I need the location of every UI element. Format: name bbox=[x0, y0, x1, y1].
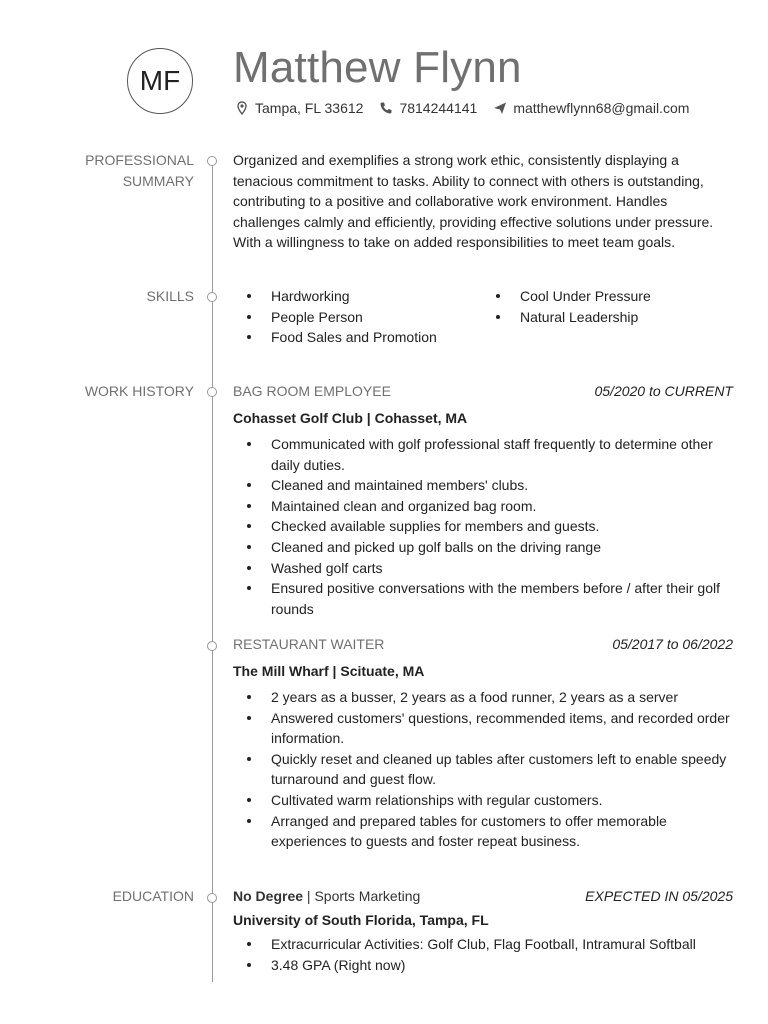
timeline-dot bbox=[207, 641, 217, 651]
job-employer: Cohasset Golf Club | Cohasset, MA bbox=[233, 410, 468, 426]
degree-name: No Degree bbox=[233, 888, 304, 904]
job-title: RESTAURANT WAITER bbox=[233, 636, 385, 652]
skill-item: Cool Under Pressure bbox=[482, 286, 732, 307]
phone-icon bbox=[379, 101, 393, 115]
education-dates: EXPECTED IN 05/2025 bbox=[585, 888, 733, 904]
section-label-education: EDUCATION bbox=[112, 888, 194, 904]
duty-item: Checked available supplies for members and guests. bbox=[233, 516, 733, 537]
summary-text: Organized and exemplifies a strong work ethic, consistently displaying a tenacious commitment to tasks. Ability to connect with others is outstanding, contributing to a positive and collaborative work environment. Handles challenges calmly and efficiently, providing effective solutions under pressure. With a willingness to take on added responsibilities to meet team goals. bbox=[233, 152, 714, 251]
timeline-dot bbox=[207, 156, 217, 166]
contact-line bbox=[235, 98, 705, 118]
job-employer: The Mill Wharf | Scituate, MA bbox=[233, 663, 425, 679]
job-dates: 05/2020 to CURRENT bbox=[594, 383, 733, 399]
skill-item: People Person bbox=[233, 307, 473, 328]
duty-item: Washed golf carts bbox=[233, 558, 733, 579]
education-item: 3.48 GPA (Right now) bbox=[233, 955, 733, 976]
timeline-dot bbox=[207, 893, 217, 903]
job-entry bbox=[233, 634, 733, 852]
section-label-summary bbox=[34, 150, 194, 192]
section-label-work: WORK HISTORY bbox=[84, 383, 194, 399]
timeline-dot bbox=[207, 292, 217, 302]
degree-field: Sports Marketing bbox=[314, 888, 421, 904]
duty-item: Arranged and prepared tables for customers to offer memorable experiences to guests and foster repeat business. bbox=[233, 811, 733, 852]
duty-item: Communicated with golf professional staff frequently to determine other daily duties. bbox=[233, 434, 733, 475]
job-title: BAG ROOM EMPLOYEE bbox=[233, 383, 391, 399]
summary-label-line1: PROFESSIONAL bbox=[85, 152, 194, 168]
duty-item: Ensured positive conversations with the members before / after their golf rounds bbox=[233, 578, 733, 619]
summary-label-line2: SUMMARY bbox=[122, 173, 194, 189]
timeline-dot bbox=[207, 387, 217, 397]
location-pin-icon bbox=[235, 101, 249, 115]
phone-text: 7814244141 bbox=[399, 100, 478, 116]
contact-phone bbox=[379, 98, 477, 118]
duty-item: Maintained clean and organized bag room. bbox=[233, 496, 733, 517]
job-duties bbox=[233, 687, 733, 852]
school-name: University of South Florida, Tampa, FL bbox=[233, 912, 489, 928]
skill-item: Hardworking bbox=[233, 286, 473, 307]
degree-separator: | bbox=[303, 888, 315, 904]
candidate-name: Matthew Flynn bbox=[233, 43, 522, 92]
email-text[interactable]: matthewflynn68@gmail.com bbox=[513, 100, 690, 116]
location-text: Tampa, FL 33612 bbox=[255, 100, 364, 116]
education-item: Extracurricular Activities: Golf Club, Flag Football, Intramural Softball bbox=[233, 934, 733, 955]
contact-location bbox=[235, 98, 363, 118]
education-entry bbox=[233, 886, 733, 975]
timeline-line bbox=[212, 162, 213, 982]
education-details bbox=[233, 934, 733, 975]
duty-item: Quickly reset and cleaned up tables after customers left to enable speedy turnaround and guest flow. bbox=[233, 749, 733, 790]
send-icon bbox=[493, 101, 507, 115]
duty-item: Cleaned and maintained members' clubs. bbox=[233, 475, 733, 496]
skills-column-2 bbox=[482, 286, 732, 327]
job-entry bbox=[233, 381, 733, 619]
monogram-circle bbox=[127, 48, 193, 114]
job-duties bbox=[233, 434, 733, 619]
contact-email bbox=[493, 98, 689, 118]
monogram-text: MF bbox=[139, 65, 181, 96]
skill-item: Natural Leadership bbox=[482, 307, 732, 328]
skills-column-1 bbox=[233, 286, 473, 348]
skill-item: Food Sales and Promotion bbox=[233, 327, 473, 348]
duty-item: 2 years as a busser, 2 years as a food runner, 2 years as a server bbox=[233, 687, 733, 708]
section-label-skills: SKILLS bbox=[146, 288, 194, 304]
duty-item: Cultivated warm relationships with regular customers. bbox=[233, 790, 733, 811]
job-dates: 05/2017 to 06/2022 bbox=[612, 636, 733, 652]
duty-item: Answered customers' questions, recommended items, and recorded order information. bbox=[233, 708, 733, 749]
duty-item: Cleaned and picked up golf balls on the driving range bbox=[233, 537, 733, 558]
